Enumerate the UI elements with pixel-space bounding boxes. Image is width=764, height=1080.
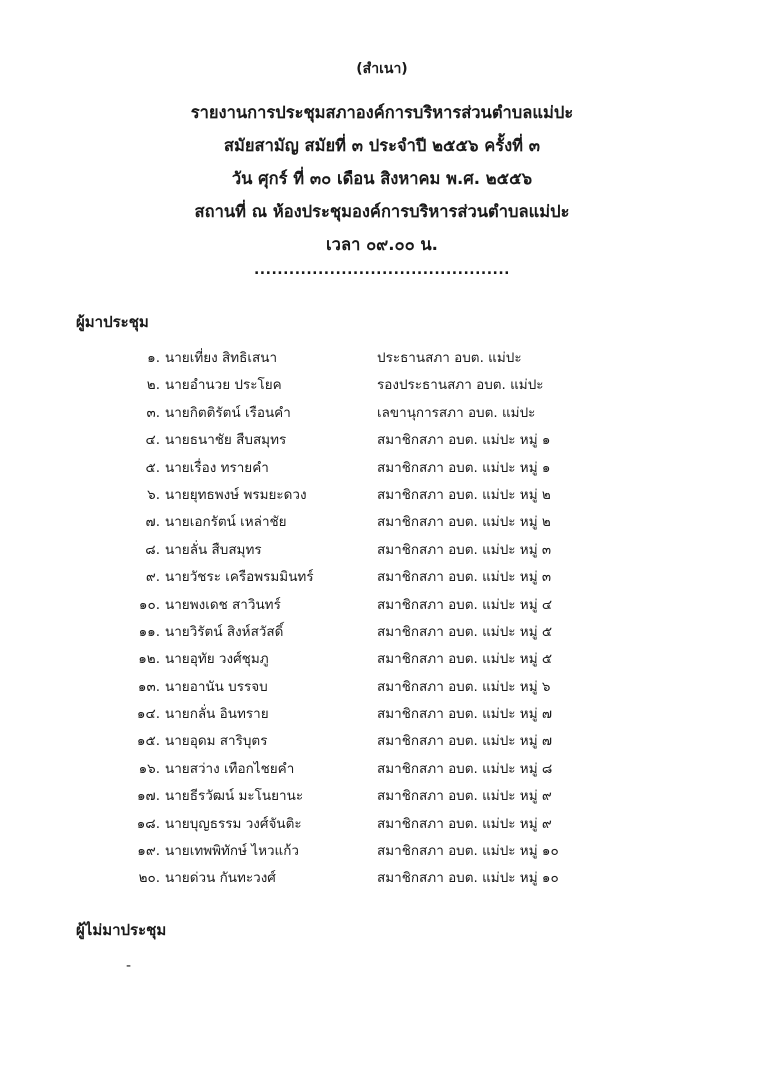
attendee-position: สมาชิกสภา อบต. แม่ปะ หมู่ ๒ [377, 514, 551, 531]
list-item [0, 400, 764, 427]
attendee-position: สมาชิกสภา อบต. แม่ปะ หมู่ ๓ [377, 569, 552, 586]
attendee-number: ๑๓. [137, 678, 160, 695]
attendee-name: นายเทพพิทักษ์ ไหวแก้ว [165, 843, 300, 860]
copy-mark: (สำเนา) [356, 61, 408, 77]
dotted-separator: ............................................ [253, 262, 510, 278]
attendee-position: สมาชิกสภา อบต. แม่ปะ หมู่ ๔ [377, 596, 553, 613]
header-time: เวลา ๐๙.๐๐ น. [326, 235, 438, 254]
list-item [0, 783, 764, 810]
attendee-name: นายสว่าง เทือกไชยคำ [165, 760, 295, 777]
attendee-number: ๑๕. [136, 733, 160, 750]
list-item [0, 811, 764, 838]
attendee-position: สมาชิกสภา อบต. แม่ปะ หมู่ ๑๐ [377, 870, 559, 887]
attendee-position: สมาชิกสภา อบต. แม่ปะ หมู่ ๗ [377, 706, 553, 723]
list-item [0, 592, 764, 619]
attendee-name: นายวิรัตน์ สิงห์สวัสดิ์ [165, 623, 284, 640]
attendee-number: ๔. [145, 432, 160, 449]
attendee-number: ๙. [145, 569, 160, 586]
attendee-name: นายอุดม สาริบุตร [165, 733, 268, 750]
attendee-number: ๑๔. [136, 706, 160, 723]
attendee-position: สมาชิกสภา อบต. แม่ปะ หมู่ ๙ [377, 788, 552, 805]
attendee-name: นายเรื่อง ทรายคำ [165, 459, 269, 476]
attendee-position: รองประธานสภา อบต. แม่ปะ [377, 377, 544, 394]
attendee-list [0, 345, 764, 893]
attendee-name: นายยุทธพงษ์ พรมยะดวง [165, 486, 307, 503]
attendee-name: นายกลั่น อินทราย [165, 706, 269, 723]
attendee-number: ๑๐. [138, 596, 160, 613]
attendee-position: สมาชิกสภา อบต. แม่ปะ หมู่ ๑๐ [377, 843, 559, 860]
list-item [0, 728, 764, 755]
attendee-number: ๖. [147, 486, 160, 503]
list-item [0, 537, 764, 564]
attendee-name: นายบุญธรรม วงศ์จันติะ [165, 815, 302, 832]
list-item [0, 455, 764, 482]
attendee-position: เลขานุการสภา อบต. แม่ปะ [377, 404, 536, 421]
attendee-name: นายอำนวย ประโยค [165, 377, 282, 394]
attendee-name: นายวัชระ เครือพรมมินทร์ [165, 569, 314, 586]
attendee-position: สมาชิกสภา อบต. แม่ปะ หมู่ ๗ [377, 733, 553, 750]
attendee-name: นายพงเดช สาวินทร์ [165, 596, 281, 613]
header-date: วัน ศุกร์ ที่ ๓๐ เดือน สิงหาคม พ.ศ. ๒๕๕๖ [231, 169, 533, 188]
list-item [0, 756, 764, 783]
attendee-name: นายธนาชัย สืบสมุทร [165, 432, 287, 449]
list-item [0, 865, 764, 892]
list-item [0, 427, 764, 454]
attendee-position: ประธานสภา อบต. แม่ปะ [377, 350, 522, 366]
header-session: สมัยสามัญ สมัยที่ ๓ ประจำปี ๒๕๕๖ ครั้งที่ ๓ [223, 136, 541, 155]
attendee-position: สมาชิกสภา อบต. แม่ปะ หมู่ ๑ [377, 432, 551, 449]
attendee-number: ๒. [146, 377, 160, 394]
attendee-name: นายอุทัย วงศ์ชุมภู [165, 651, 269, 668]
attendee-number: ๗. [145, 514, 160, 531]
absent-entry: - [126, 958, 132, 974]
attendee-name: นายอานัน บรรจบ [165, 678, 268, 695]
list-item [0, 509, 764, 536]
attendee-position: สมาชิกสภา อบต. แม่ปะ หมู่ ๙ [377, 815, 552, 832]
list-item [0, 646, 764, 673]
attendee-position: สมาชิกสภา อบต. แม่ปะ หมู่ ๕ [377, 651, 553, 668]
attendee-position: สมาชิกสภา อบต. แม่ปะ หมู่ ๒ [377, 486, 551, 503]
attendee-name: นายเที่ยง สิทธิเสนา [165, 350, 278, 366]
attendee-name: นายธีรวัฒน์ มะโนยานะ [165, 788, 304, 805]
list-item [0, 838, 764, 865]
list-item [0, 701, 764, 728]
header-title: รายงานการประชุมสภาองค์การบริหารส่วนตำบลแม่ปะ [190, 103, 574, 122]
attendee-number: ๑๖. [138, 760, 160, 777]
present-heading: ผู้มาประชุม [76, 313, 149, 331]
attendee-name: นายเอกรัตน์ เหล่าชัย [165, 514, 287, 531]
attendee-position: สมาชิกสภา อบต. แม่ปะ หมู่ ๑ [377, 459, 551, 476]
attendee-name: นายด่วน กันทะวงศ์ [165, 870, 276, 887]
absent-heading: ผู้ไม่มาประชุม [76, 921, 167, 939]
attendee-number: ๒๐. [138, 870, 160, 887]
attendee-number: ๑๒. [138, 651, 160, 668]
attendee-number: ๑๘. [136, 815, 160, 832]
list-item [0, 564, 764, 591]
attendee-name: นายกิตติรัตน์ เรือนคำ [165, 404, 291, 421]
list-item [0, 345, 764, 372]
attendee-position: สมาชิกสภา อบต. แม่ปะ หมู่ ๘ [377, 760, 553, 777]
header-venue: สถานที่ ณ ห้องประชุมองค์การบริหารส่วนตำบลแม่ปะ [194, 202, 570, 221]
attendee-position: สมาชิกสภา อบต. แม่ปะ หมู่ ๕ [377, 623, 553, 640]
attendee-number: ๑๗. [136, 788, 160, 805]
attendee-number: ๘. [145, 541, 160, 558]
attendee-number: ๓. [146, 404, 160, 421]
list-item [0, 674, 764, 701]
attendee-number: ๑. [147, 350, 160, 366]
document-header [0, 96, 764, 261]
attendee-name: นายลั่น สืบสมุทร [165, 541, 262, 558]
attendee-number: ๑๑. [138, 623, 160, 640]
list-item [0, 482, 764, 509]
attendee-position: สมาชิกสภา อบต. แม่ปะ หมู่ ๖ [377, 678, 551, 695]
list-item [0, 372, 764, 399]
attendee-number: ๕. [145, 459, 160, 476]
attendee-number: ๑๙. [137, 843, 160, 860]
attendee-position: สมาชิกสภา อบต. แม่ปะ หมู่ ๓ [377, 541, 552, 558]
list-item [0, 619, 764, 646]
